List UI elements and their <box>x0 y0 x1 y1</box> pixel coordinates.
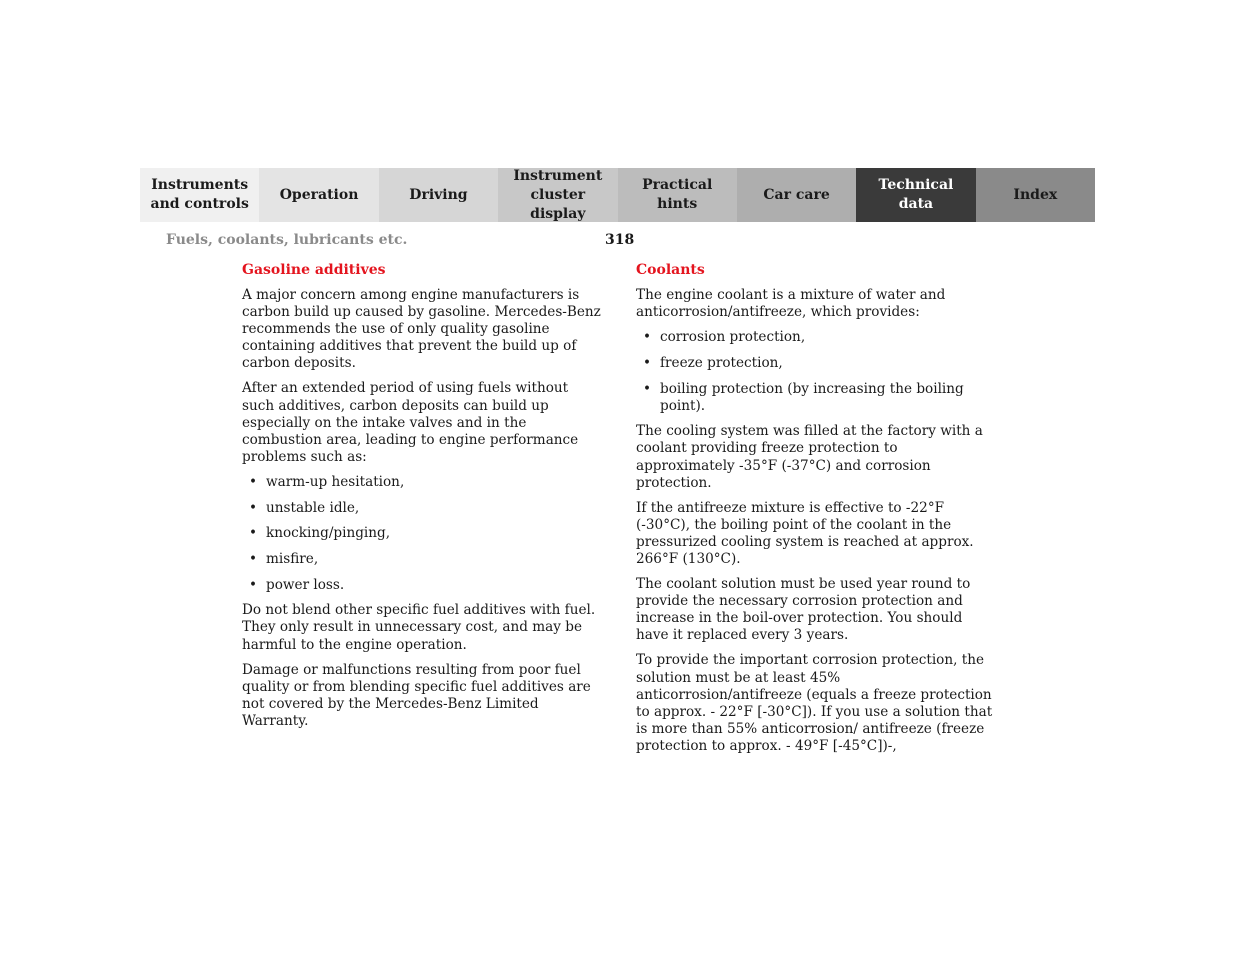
tab-driving[interactable]: Driving <box>379 168 498 222</box>
protection-list <box>636 329 998 415</box>
right-column <box>636 262 998 763</box>
list-item: • knocking/pinging, <box>249 525 391 542</box>
list-item: • corrosion protection, <box>643 329 806 346</box>
bullet-icon: • <box>643 380 652 397</box>
tab-index[interactable]: Index <box>976 168 1095 222</box>
page-number: 318 <box>605 232 635 248</box>
bullet-icon: • <box>249 525 258 542</box>
bullet-icon: • <box>643 354 652 371</box>
bullet-icon: • <box>249 576 258 593</box>
problem-list <box>242 474 604 594</box>
paragraph: A major concern among engine manufacturers is carbon build up caused by gasoline. Mercedes-Benz recommends the use of only quality gasoline containing additives that prevent the build up of carbon deposits. <box>242 287 601 372</box>
paragraph: Damage or malfunctions resulting from poor fuel quality or from blending specific fuel additives are not covered by the Mercedes-Benz Limited Warranty. <box>242 661 591 729</box>
list-item: • warm-up hesitation, <box>249 473 405 490</box>
bullet-icon: • <box>249 499 258 516</box>
bullet-icon: • <box>643 329 652 346</box>
list-item: • boiling protection (by increasing the boiling point). <box>643 380 964 414</box>
section-title: Fuels, coolants, lubricants etc. <box>166 232 408 248</box>
paragraph: After an extended period of using fuels without such additives, carbon deposits can build up especially on the intake valves and in the combustion area, leading to engine performance problems such as: <box>242 380 579 465</box>
paragraph: The cooling system was filled at the factory with a coolant providing freeze protection to approximately -35°F (-37°C) and corrosion protection. <box>636 423 983 491</box>
gasoline-additives-heading: Gasoline additives <box>242 262 386 278</box>
bullet-icon: • <box>249 551 258 567</box>
paragraph: To provide the important corrosion protection, the solution must be at least 45% anticorrosion/antifreeze (equals a freeze protection to approx. - 22°F [-30°C]). If you use a solution that is more than 55% anticorrosion/ antifreeze (freeze protection to approx. - 49°F [-45°C])-, <box>636 652 993 754</box>
tab-instrument-cluster-display[interactable]: Instrument cluster display <box>498 168 617 222</box>
left-column <box>242 262 604 738</box>
tab-car-care[interactable]: Car care <box>737 168 856 222</box>
tab-instruments-and-controls[interactable]: Instruments and controls <box>140 168 259 222</box>
list-item: • freeze protection, <box>643 354 783 371</box>
list-item: • power loss. <box>249 576 345 593</box>
list-item: • misfire, <box>249 551 319 567</box>
tab-practical-hints[interactable]: Practical hints <box>618 168 737 222</box>
list-item: • unstable idle, <box>249 499 360 516</box>
chapter-nav <box>140 168 1095 222</box>
paragraph: Do not blend other specific fuel additives with fuel. They only result in unnecessary cost, and may be harmful to the engine operation. <box>242 602 596 653</box>
paragraph: The coolant solution must be used year round to provide the necessary corrosion protection and increase in the boil-over protection. You should have it replaced every 3 years. <box>636 576 971 644</box>
bullet-icon: • <box>249 473 258 490</box>
paragraph: The engine coolant is a mixture of water and anticorrosion/antifreeze, which provides: <box>636 287 946 321</box>
paragraph: If the antifreeze mixture is effective to -22°F (-30°C), the boiling point of the coolant in the pressurized cooling system is reached at approx. 266°F (130°C). <box>636 499 974 567</box>
coolants-heading: Coolants <box>636 262 705 278</box>
tab-operation[interactable]: Operation <box>259 168 378 222</box>
tab-technical-data[interactable]: Technical data <box>856 168 975 222</box>
